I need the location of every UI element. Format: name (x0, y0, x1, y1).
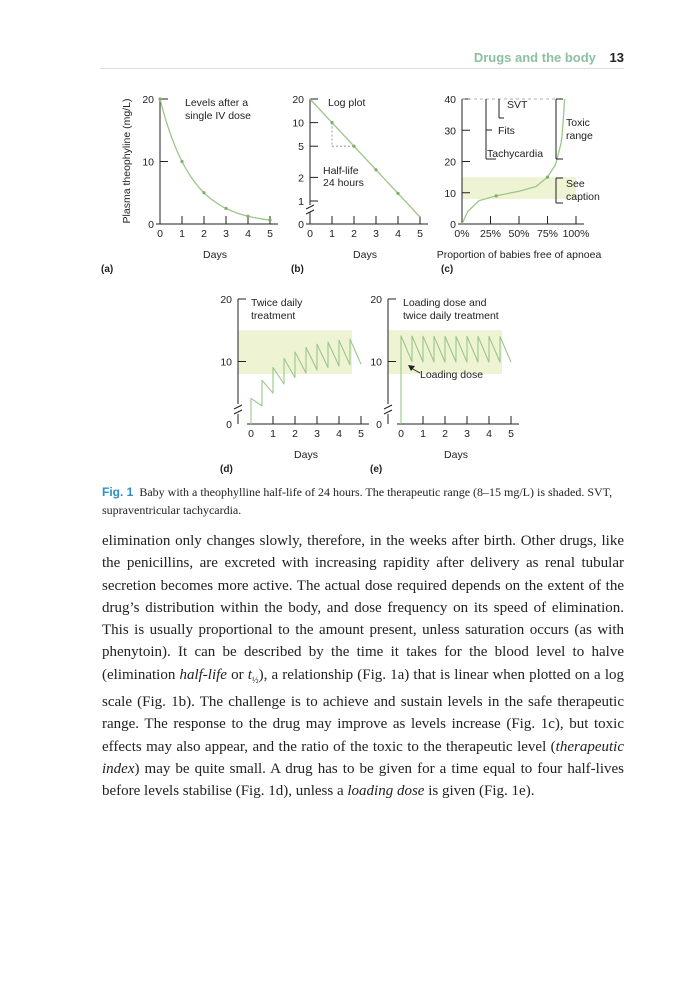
panel-d-x-label: Days (294, 449, 318, 461)
panel-b-x-tick-label: 0 (307, 228, 313, 240)
panel-c-y-tick-label: 10 (444, 187, 456, 200)
panel-c-toxic-label: Toxic (566, 117, 590, 129)
panel-a-annotation: Levels after a (185, 97, 249, 109)
panel-c-therapeutic-band (462, 177, 576, 199)
panel-c-fits-label: Fits (498, 125, 515, 137)
t-subscript: ½ (251, 674, 259, 685)
panel-c-x-tick-label: 75% (536, 228, 559, 240)
panel-c-svt-label: SVT (507, 99, 528, 111)
panel-e-x-label: Days (444, 449, 468, 461)
panel-b-label: (b) (291, 264, 304, 275)
panel-d-annotation: treatment (251, 310, 296, 322)
panel-e-x-tick-label: 4 (486, 428, 492, 440)
panel-b-y-tick-label: 20 (292, 94, 304, 106)
panel-b-log-line (310, 99, 420, 217)
panel-c-data-point (546, 176, 549, 179)
panel-b-x-tick-label: 5 (417, 228, 423, 240)
panel-d-axis-break (234, 405, 242, 409)
panel-b-data-point (352, 145, 355, 148)
panel-b-x-tick-label: 2 (351, 228, 357, 240)
panel-a-y-label: Plasma theophyline (mg/L) (121, 98, 133, 224)
term-therapeutic-index: therapeutic index (102, 738, 624, 777)
panel-e-loading-dose-label: Loading dose (420, 369, 484, 381)
panel-c-response-curve (462, 99, 565, 224)
panel-b-data-point (330, 121, 333, 124)
panel-e-axis-break (384, 410, 392, 414)
panel-d-y-tick-label: 10 (220, 356, 232, 369)
panel-b-axis-break (306, 205, 314, 209)
panel-a-y-tick-label: 0 (148, 219, 154, 231)
term-half-life: half-life (179, 666, 227, 683)
panel-d-axis-break (234, 410, 242, 414)
panel-e-y-tick-label: 10 (370, 356, 382, 369)
panel-e-y-tick-label: 20 (370, 294, 382, 306)
panel-a-x-tick-label: 1 (179, 228, 185, 240)
panel-b-y-tick-label: 1 (298, 196, 304, 208)
panel-c-x-label: Proportion of babies free of apnoea (436, 249, 602, 261)
panel-c-tachycardia-label: Tachycardia (487, 148, 544, 160)
panel-b-y-tick-label: 2 (298, 172, 304, 185)
panel-c-x-tick-label: 25% (479, 228, 502, 240)
panel-c-y-tick-label: 30 (444, 125, 456, 138)
panel-a-x-label: Days (203, 249, 227, 261)
panel-a-x-tick-label: 3 (223, 228, 229, 240)
body-text-4: ) may be quite small. A drug has to be given for a time equal to four half-lives before levels stabilise (Fig. 1d), unless a (102, 760, 624, 800)
panel-c-y-tick-label: 20 (444, 156, 456, 169)
panel-a-label: (a) (101, 264, 114, 275)
figure-1 (0, 0, 696, 480)
panel-d-x-tick-label: 3 (314, 428, 320, 440)
body-text-1: elimination only changes slowly, therefore, in the weeks after birth. Other drugs, like the penicillins, are excreted with increasing rapidity after delivery as renal tubular secretion becomes more active. The actual dose required depends on the extent of the drug’s distribution within the body, and dose frequency on its speed of elimination. This is usually proportional to the amount present, unless saturation occurs (as with phenytoin). It can be described by the time it takes for the blood level to halve (elimination (102, 533, 624, 683)
panel-a-data-point (268, 218, 271, 221)
panel-a-data-point (202, 191, 205, 194)
panel-a-y-tick-label: 20 (142, 94, 154, 106)
panel-c-toxic-label: range (566, 130, 593, 142)
running-head-title: Drugs and the body (473, 50, 596, 65)
panel-e-x-tick-label: 5 (508, 428, 514, 440)
panel-d-x-tick-label: 2 (292, 428, 298, 440)
panel-e-annotation: Loading dose and (403, 297, 487, 309)
body-paragraph (102, 530, 624, 803)
panel-d-y-tick-label: 20 (220, 294, 232, 306)
panel-e-axis-break (384, 405, 392, 409)
body-text-5: is given (Fig. 1e). (424, 783, 535, 800)
panel-a-data-point (158, 97, 161, 100)
panel-c-data-point (495, 194, 498, 197)
panel-b-x-tick-label: 4 (395, 228, 401, 240)
panel-d-label: (d) (220, 464, 233, 475)
panel-b-x-tick-label: 3 (373, 228, 379, 240)
panel-a-x-tick-label: 5 (267, 228, 273, 240)
panel-a-y-tick-label: 10 (142, 156, 154, 169)
panel-c-x-tick-label: 100% (562, 228, 590, 240)
page-number: 13 (609, 50, 624, 65)
body-text-2: or (226, 666, 248, 683)
panel-c-see-label: See (566, 178, 585, 190)
panel-a-data-point (180, 160, 183, 163)
panel-e-x-tick-label: 0 (398, 428, 404, 440)
panel-d-annotation: Twice daily (251, 297, 303, 309)
panel-b-data-point (396, 192, 399, 195)
panel-c-x-tick-label: 0% (454, 228, 470, 240)
panel-a-x-tick-label: 2 (201, 228, 207, 240)
panel-c-label: (c) (441, 264, 454, 275)
panel-c-x-tick-label: 50% (508, 228, 530, 240)
panel-d-x-tick-label: 1 (270, 428, 276, 440)
panel-b-data-point (374, 168, 377, 171)
panel-c-see-label: caption (566, 191, 600, 203)
term-loading-dose: loading dose (347, 783, 425, 800)
panel-b-x-label: Days (353, 249, 377, 261)
panel-a-annotation: single IV dose (185, 110, 251, 122)
panel-e-y-tick-label: 0 (376, 419, 382, 431)
panel-b-y-tick-label: 10 (292, 117, 304, 130)
panel-a-data-point (246, 215, 249, 218)
panel-d-x-tick-label: 0 (248, 428, 254, 440)
panel-b-annotation: Log plot (328, 97, 366, 109)
panel-b-y-tick-label: 5 (298, 141, 304, 154)
panel-b-half-life-label: Half-life (323, 165, 359, 177)
figure-caption (102, 483, 622, 519)
panel-b-y-tick-label: 0 (298, 219, 304, 231)
panel-a-x-tick-label: 4 (245, 228, 251, 240)
caption-label: Fig. 1 (102, 485, 134, 499)
panel-b-half-life-label: 24 hours (323, 177, 364, 189)
panel-c-y-tick-label: 0 (450, 219, 456, 231)
body-text-3: ), a relationship (Fig. 1a) that is linear when plotted on a log scale (Fig. 1b). The challenge is to achieve and sustain levels in the safe therapeutic range. The response to the drug may improve as levels increase (Fig. 1c), but toxic effects may also appear, and the ratio of the toxic to the therapeutic level ( (102, 666, 624, 755)
t-symbol: t (247, 666, 252, 683)
panel-d-x-tick-label: 5 (358, 428, 364, 440)
panel-b-x-tick-label: 1 (329, 228, 335, 240)
panel-d-x-tick-label: 4 (336, 428, 342, 440)
panel-d-y-tick-label: 0 (226, 419, 232, 431)
panel-e-label: (e) (370, 464, 383, 475)
panel-a-data-point (224, 207, 227, 210)
panel-e-x-tick-label: 3 (464, 428, 470, 440)
panel-e-x-tick-label: 1 (420, 428, 426, 440)
panel-e-annotation: twice daily treatment (403, 310, 499, 322)
panel-e-x-tick-label: 2 (442, 428, 448, 440)
caption-text: Baby with a theophylline half-life of 24 hours. The therapeutic range (8–15 mg/L) is shaded. SVT, supraventricular tachycardia. (102, 485, 613, 517)
panel-a-x-tick-label: 0 (157, 228, 163, 240)
panel-c-y-tick-label: 40 (444, 94, 456, 106)
